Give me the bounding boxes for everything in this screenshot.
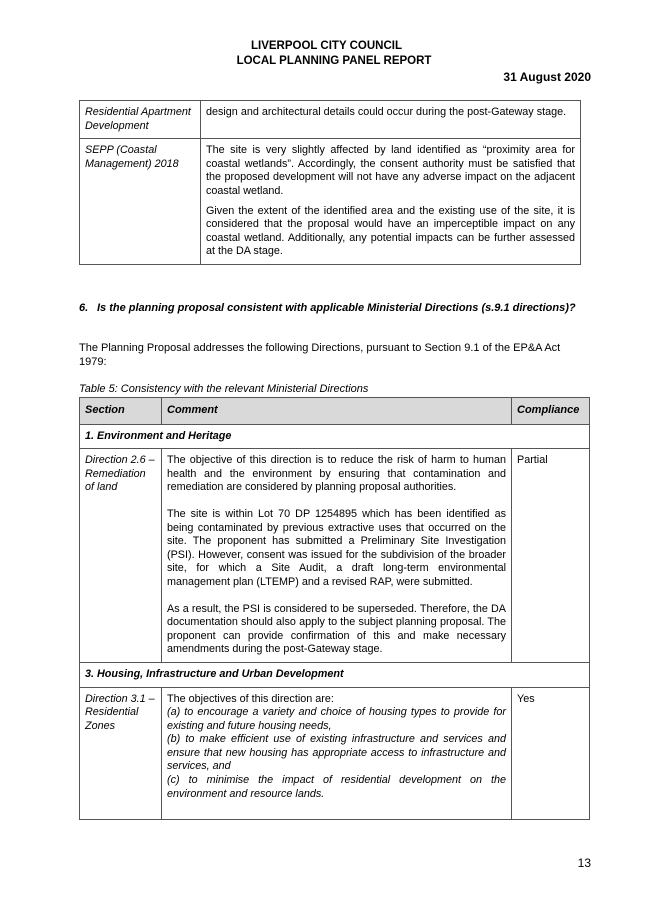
paragraph: The objective of this direction is to reduce the risk of harm to human health and the environment by ensuring that contamination and remediation are considered by planning proposal authorities. [167,454,506,494]
row-label: Residential Apartment Development [80,101,201,139]
direction-section: Direction 2.6 – Remediation of land [80,449,162,663]
paragraph: As a result, the PSI is considered to be superseded. Therefore, the DA documentation should also apply to the subject planning proposal. The proponent can provide confirmation of this and make necessary amendments during the post-Gateway stage. [167,602,506,656]
question-heading [79,302,584,316]
paragraph: design and architectural details could occur during the post-Gateway stage. [206,106,567,118]
directions-table [79,397,590,820]
table-caption: Table 5: Consistency with the relevant Ministerial Directions [79,383,369,395]
table-row [80,449,590,663]
objectives-intro: The objectives of this direction are: [167,692,334,705]
report-date: 31 August 2020 [503,70,591,84]
intro-paragraph: The Planning Proposal addresses the following Directions, pursuant to Section 9.1 of the EP&A Act 1979: [79,342,561,368]
objective-item: (c) to minimise the impact of residential development on the environment and resource lands. [167,774,506,800]
question-text: Is the planning proposal consistent with applicable Ministerial Directions (s.9.1 directions)? [97,302,576,314]
objective-item: (b) to make efficient use of existing infrastructure and services and ensure that new housing has appropriate access to infrastructure and services, and [167,733,506,773]
header-compliance: Compliance [512,398,590,425]
table-row [80,101,581,139]
header-comment: Comment [162,398,512,425]
group-heading: 3. Housing, Infrastructure and Urban Development [80,662,590,687]
group-heading: 1. Environment and Heritage [80,424,590,449]
row-comment [201,101,581,139]
direction-section: Direction 3.1 – Residential Zones [80,687,162,820]
council-name: LIVERPOOL CITY COUNCIL [250,40,402,52]
direction-comment [162,449,512,663]
group-row [80,424,590,449]
row-label: SEPP (Coastal Management) 2018 [80,139,201,265]
page-number: 13 [577,856,591,870]
continued-table [79,100,581,265]
direction-comment [162,687,512,820]
report-title: LOCAL PLANNING PANEL REPORT [236,55,432,67]
paragraph: Given the extent of the identified area and the existing use of the site, it is considered that the proposal would have an imperceptible impact on any coastal wetland. Additionally, any potential impacts can be further assessed at the DA stage. [206,204,575,258]
header-section: Section [80,398,162,425]
table-row [80,139,581,265]
paragraph: The site is within Lot 70 DP 1254895 which has been identified as being contaminated by previous extractive uses that occurred on the site. The proponent has submitted a Preliminary Site Investigation (PSI). However, consent was issued for the subdivision of the broader site, for which a Site Audit, a draft long-term environmental management plan (LTEMP) and a revised RAP, were submitted. [167,507,506,588]
compliance-value: Partial [512,449,590,663]
row-comment [201,139,581,265]
table-header-row [80,398,590,425]
compliance-value: Yes [512,687,590,820]
paragraph: The site is very slightly affected by land identified as “proximity area for coastal wetlands”. Accordingly, the consent authority must be satisfied that the proposed development will not have any adverse impact on the adjacent coastal wetland. [206,144,575,197]
table-row [80,687,590,820]
group-row [80,662,590,687]
objective-item: (a) to encourage a variety and choice of housing types to provide for existing and future housing needs, [167,706,506,732]
question-number: 6. [79,302,89,314]
